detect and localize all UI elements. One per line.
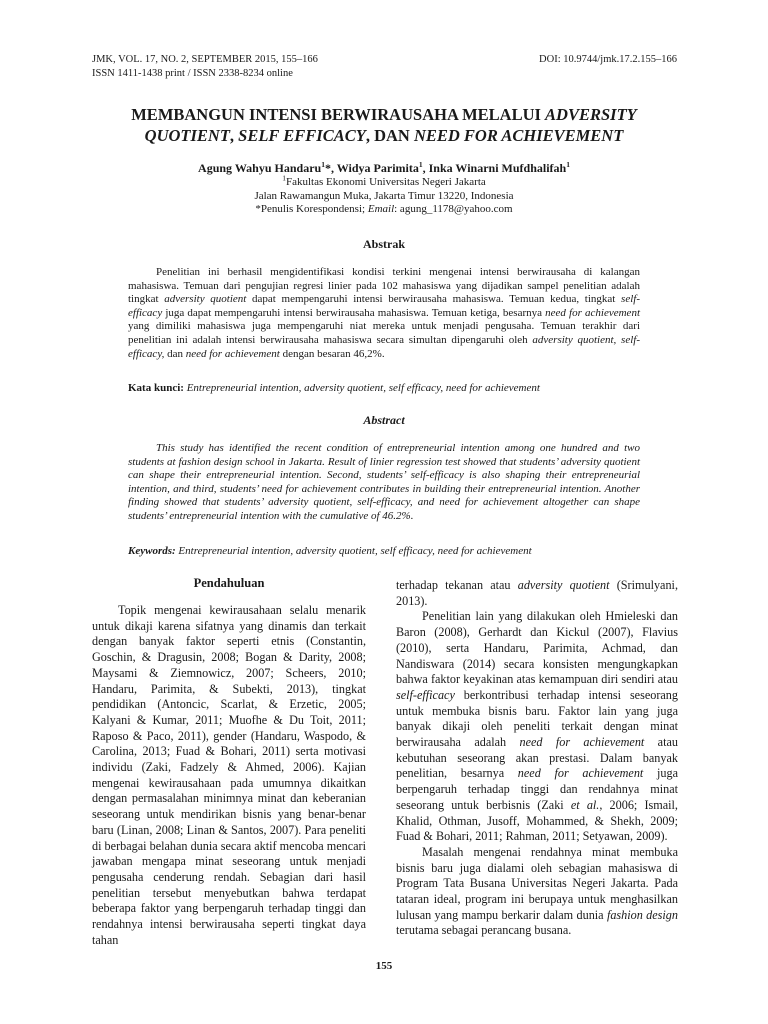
title-text: SELF EFFICACY	[238, 126, 366, 145]
affiliation-mark: 1	[566, 160, 570, 169]
abstrak-term: adversity quotient, self-efficacy,	[128, 333, 640, 360]
abstrak-term: adversity quotient	[164, 293, 247, 306]
corresponding-author-label: *Penulis Korespondensi;	[255, 203, 368, 215]
body-text: juga berpengaruh terhadap tinggi dan rendahnya minat seseorang untuk berbisnis (Zaki	[396, 766, 678, 812]
author-name: Agung Wahyu Handaru	[198, 161, 322, 175]
affiliation-mark: 1	[418, 160, 423, 169]
abstrak-term: need for achievement	[185, 347, 280, 360]
body-text: atau kebutuhan seseorang akan prestasi. Dalam banyak penelitian, besarnya	[396, 735, 678, 781]
author-separator: ,	[422, 161, 429, 175]
page-number: 155	[375, 960, 393, 972]
body-column-right	[396, 578, 678, 939]
body-text: Penelitian lain yang dilakukan oleh Hmieleski dan Baron (2008), Gerhardt dan Kickul (2007), Flavius (2010), serta Handaru, Parimita, Achmad, dan Nandiswara (2014) secara konsisten mengungkapkan bahwa faktor keyakinan atas kemampuan diri sendiri atau	[396, 609, 678, 687]
body-column-left	[92, 575, 366, 948]
section-heading: Pendahuluan	[193, 576, 265, 590]
body-term: fashion design	[606, 907, 678, 922]
author-list	[100, 160, 668, 176]
body-text: Masalah mengenai rendahnya minat membuka bisnis baru juga dialami oleh sebagian mahasiswa di Program Tata Busana Universitas Negeri Jakarta. Pada tataran ideal, program ini berupaya untuk menghasilkan lulusan yang mampu berkarir dalam dunia	[396, 844, 678, 922]
journal-citation: JMK, VOL. 17, NO. 2, SEPTEMBER 2015, 155–166	[92, 54, 318, 65]
affiliation-block	[100, 173, 668, 217]
title-text: ,	[229, 126, 239, 145]
abstrak-text: yang dimiliki mahasiswa juga mempengaruhi niat mereka untuk menjadi pengusaha. Temuan terakhir dari penelitian ini adalah intensi berwirausaha mahasiswa secara simultan dipengaruhi oleh	[128, 320, 640, 346]
affiliation-address: Jalan Rawamangun Muka, Jakarta Timur 13220, Indonesia	[254, 189, 514, 202]
abstrak-text: dan	[164, 347, 186, 360]
body-text: terhadap tekanan atau	[396, 578, 518, 592]
journal-doi: DOI: 10.9744/jmk.17.2.155–166	[539, 54, 677, 65]
abstrak-term: need for achievement	[545, 306, 640, 319]
title-text: NEED FOR ACHIEVEMENT	[413, 126, 624, 145]
body-text: berkontribusi terhadap intensi seseorang untuk membuka bisnis baru. Faktor lain yang juga banyak dikaji oleh peneliti terkait dengan minat berwirausaha adalah	[396, 687, 678, 750]
title-text: QUOTIENT	[144, 126, 230, 145]
email-address: : agung_1178@yahoo.com	[394, 203, 513, 215]
body-term: et al.	[570, 797, 600, 812]
abstract-body	[128, 442, 640, 524]
body-text: terutama sebagai perancang busana.	[396, 923, 572, 938]
abstrak-text: dapat mempengaruhi intensi berwirausaha mahasiswa. Temuan kedua, tingkat	[246, 293, 622, 306]
abstract-text: This study has identified the recent condition of entrepreneurial intention among one hundred and two students at fashion design school in Jakarta. Result of linier regression test showed that students’ adversity quotient can shape their entrepreneurial intention. Second, students’ self-efficacy is also shaping their entrepreneurial intention, and third, students’ need for achievement contributes in building their entrepreneurial intention. Another finding showed that students’ adversity quotient, self-efficacy, and need for achievement altogether can shape students’ entrepreneurial intention with the cumulative of 46.2%.	[128, 442, 640, 522]
journal-header	[92, 53, 318, 80]
title-text: MEMBANGUN INTENSI BERWIRAUSAHA MELALUI	[131, 105, 546, 124]
body-term: self-efficacy	[396, 687, 455, 702]
keywords	[128, 544, 668, 558]
journal-issn: ISSN 1411-1438 print / ISSN 2338-8234 online	[92, 67, 293, 79]
title-text: , DAN	[365, 126, 414, 145]
body-paragraph	[396, 845, 678, 939]
abstrak-text: dengan besaran 46,2%.	[279, 347, 385, 360]
abstrak-body	[128, 266, 640, 361]
body-text: , 2006; Ismail, Khalid, Othman, Jusoff, Mohammed, & Shekh, 2009; Fuad & Bohari, 2011; Rahman, 2011; Setyawan, 2009).	[396, 797, 678, 844]
body-paragraph	[396, 609, 678, 845]
body-term: need for achievement	[519, 735, 645, 750]
title-text: ADVERSITY	[545, 105, 637, 124]
affiliation-mark: 1	[321, 160, 325, 169]
corresponding-mark: *,	[324, 161, 337, 175]
abstrak-term: self-efficacy	[128, 293, 640, 319]
author-name: Widya Parimita	[336, 161, 419, 175]
abstrak-text: juga dapat mempengaruhi intensi berwirausaha mahasiswa. Temuan ketiga, besarnya	[162, 306, 546, 319]
kata-kunci-label: Kata kunci:	[128, 382, 184, 394]
body-term: adversity quotient	[517, 578, 610, 592]
email-label: Email	[367, 203, 395, 215]
kata-kunci	[128, 381, 668, 395]
affiliation-mark: 1	[282, 173, 286, 183]
author-name: Inka Winarni Mufdhalifah	[428, 161, 567, 175]
body-paragraph: Topik mengenai kewirausahaan selalu menarik untuk dikaji karena sifatnya yang dinamis dan terkait dengan banyak faktor seperti etnis (Constantin, Goschin, & Dragusin, 2008; Bogan & Darity, 2008; Maysami & Ziemnowicz, 2007; Scheers, 2010; Handaru, Parimita, & Subekti, 2013), tingkat pendidikan (Antoncic, Scarlat, & Erzetic, 2005; Kalyani & Kumar, 2011; Muofhe & Du Toit, 2011; Raposo & Paco, 2011), gender (Handaru, Waspodo, & Carolina, 2013; Fuad & Bohari, 2011) serta motivasi individu (Zaki, Fadzely & Ahmed, 2006). Kajian mengenai kewirausahaan pada umumnya dikaitkan dengan permasalahan minimnya minat dan keberanian seseorang untuk mendirikan bisnis yang benar-benar baru (Linan, 2008; Linan & Santos, 2007). Para peneliti di berbagai belahan dunia secara aktif mencoba mencari jawaban mengapa minat seseorang untuk menjadi pengusaha cenderung rendah. Sebagian dari hasil penelitian tersebut menyebutkan bahwa terdapat beberapa faktor yang berpengaruh terhadap tinggi dan rendahnya intensi berwirausaha seperti tingkat daya tahan	[92, 603, 366, 947]
abstrak-text: Penelitian ini berhasil mengidentifikasi kondisi terkini mengenai intensi berwirausaha di kalangan mahasiswa. Temuan dari pengujian regresi linier pada 102 mahasiswa yang dijadikan sampel penelitian adalah tingkat	[128, 266, 640, 306]
body-text: (Srimulyani, 2013).	[396, 578, 678, 608]
abstrak-heading: Abstrak	[362, 237, 405, 251]
affiliation-institution: Fakultas Ekonomi Universitas Negeri Jakarta	[285, 176, 486, 188]
abstract-heading: Abstract	[363, 413, 405, 427]
paper-title	[100, 104, 668, 146]
body-term: need for achievement	[517, 766, 644, 781]
keywords-text: Entrepreneurial intention, adversity quotient, self efficacy, need for achievement	[175, 545, 532, 557]
body-paragraph	[396, 578, 678, 609]
kata-kunci-text: Entrepreneurial intention, adversity quotient, self efficacy, need for achievement	[183, 382, 540, 394]
keywords-label: Keywords:	[128, 545, 176, 557]
